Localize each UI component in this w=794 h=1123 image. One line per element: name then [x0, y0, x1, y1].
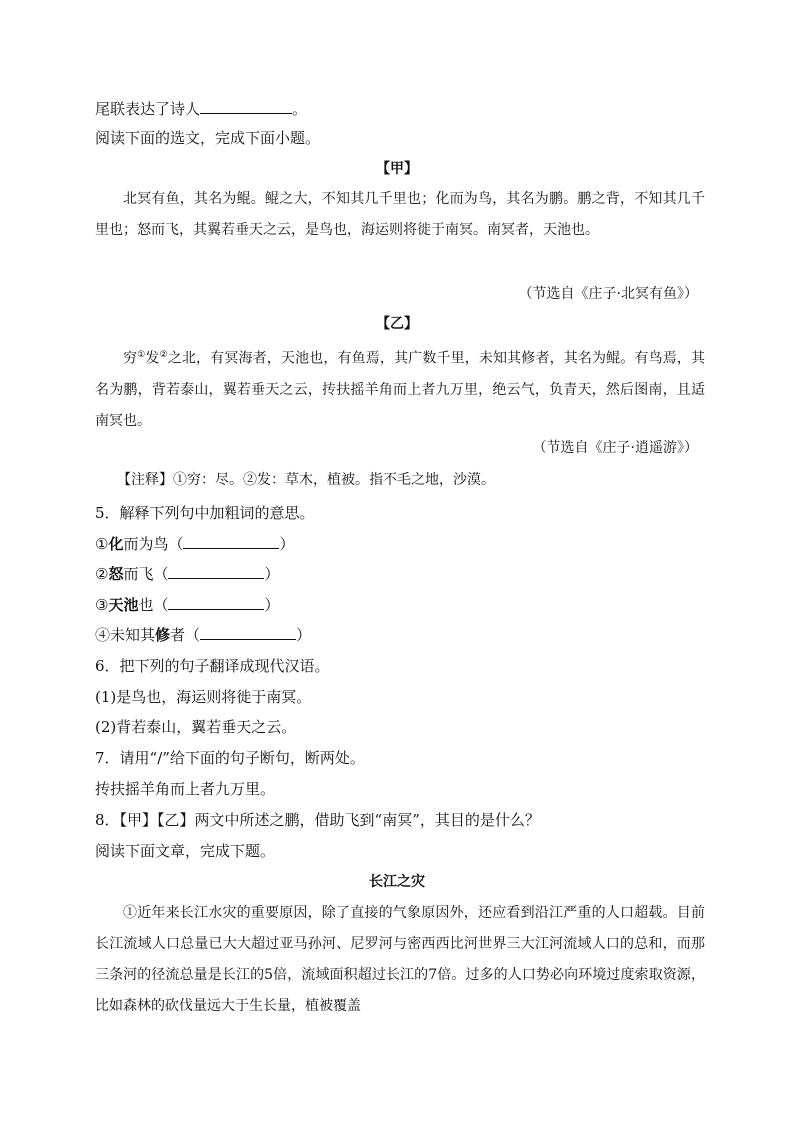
item-end: ） — [279, 535, 295, 553]
read-prompt: 阅读下面的选文，完成下面小题。 — [95, 129, 321, 147]
item-num: ① — [95, 535, 109, 553]
q5-item-2 — [95, 563, 280, 584]
poem-question-text: 尾联表达了诗人 — [95, 100, 201, 118]
answer-blank[interactable] — [168, 594, 264, 610]
passage-a-text: 北冥有鱼，其名为鲲。鲲之大，不知其几千里也；化而为鸟，其名为鹏。鹏之背，不知其几千里也；怒而飞，其翼若垂天之云，是鸟也，海运则将徙于南冥。南冥者，天池也。 — [95, 191, 705, 238]
q5-item-4 — [95, 624, 311, 645]
answer-blank[interactable] — [200, 98, 292, 114]
word-fa: 发 — [145, 350, 160, 367]
read-prompt-2: 阅读下面文章，完成下题。 — [95, 842, 276, 860]
item-num: ② — [95, 565, 109, 583]
answer-blank[interactable] — [200, 624, 296, 640]
notes: 【注释】①穷：尽。②发：草木，植被。指不毛之地，沙漠。 — [117, 472, 495, 488]
q7-sentence: 抟扶摇羊角而上者九万里。 — [95, 780, 276, 798]
passage-a-body — [95, 184, 705, 246]
item-num: ③ — [95, 596, 109, 614]
note-mark-1: ① — [137, 350, 146, 360]
passage-b-paragraph — [95, 340, 705, 437]
question-5: 5．解释下列句中加粗词的意思。 — [95, 504, 315, 522]
passage-b-heading: 【乙】 — [376, 316, 418, 332]
period: 。 — [292, 100, 308, 118]
item-text: 未知其 — [110, 626, 156, 644]
bold-word: 修 — [155, 626, 171, 644]
q5-item-1 — [95, 533, 295, 554]
q5-item-3 — [95, 594, 280, 615]
poem-question-line — [95, 98, 307, 119]
article-body — [95, 898, 705, 1022]
article-title: 长江之灾 — [369, 874, 425, 890]
answer-blank[interactable] — [168, 563, 264, 579]
item-end: ） — [296, 626, 312, 644]
note-mark-2: ② — [159, 350, 168, 360]
passage-b-text: 之北，有冥海者，天池也，有鱼焉，其广数千里，未知其修者，其名为鲲。有鸟焉，其名为鹏，背若泰山，翼若垂天之云，抟扶摇羊角而上者九万里，绝云气，负青天，然后图南，且适南冥也。 — [95, 350, 706, 429]
item-text: 也（ — [138, 596, 169, 614]
question-6: 6．把下列的句子翻译成现代汉语。 — [95, 657, 330, 675]
question-8: 8．【甲】【乙】两文中所述之鹏，借助飞到“南冥”，其目的是什么？ — [95, 811, 540, 829]
item-text: 而飞（ — [123, 565, 169, 583]
bold-word: 天池 — [108, 596, 139, 614]
q6-sentence-2: (2)背若泰山，翼若垂天之云。 — [95, 718, 297, 736]
bold-word: 怒 — [108, 565, 124, 583]
item-text: 而为鸟（ — [123, 535, 184, 553]
bold-word: 化 — [108, 535, 124, 553]
passage-a-heading: 【甲】 — [376, 161, 418, 177]
word-qiong: 穷 — [123, 350, 138, 367]
item-end: ） — [264, 596, 280, 614]
passage-b-source: （节选自《庄子·逍遥游》） — [532, 440, 698, 456]
question-7: 7．请用“/”给下面的句子断句，断两处。 — [95, 749, 365, 767]
passage-b-body — [95, 340, 705, 437]
item-end: ） — [264, 565, 280, 583]
article-paragraph-1: ①近年来长江水灾的重要原因，除了直接的气象原因外，还应看到沿江严重的人口超载。目前长江流域人口总量已大大超过亚马孙河、尼罗河与密西西比河世界三大江河流域人口的总和，而那三条河的径流总量是长江的5倍，流域面积超过长江的7倍。过多的人口势必向环境过度索取资源，比如森林的砍伐量远大于生长量，植被覆盖 — [95, 905, 705, 1014]
answer-blank[interactable] — [183, 533, 279, 549]
item-num: ④ — [95, 626, 111, 644]
q6-sentence-1: (1)是鸟也，海运则将徙于南冥。 — [95, 688, 312, 706]
passage-a-source: （节选自《庄子·北冥有鱼》） — [518, 286, 698, 302]
item-text: 者（ — [170, 626, 201, 644]
